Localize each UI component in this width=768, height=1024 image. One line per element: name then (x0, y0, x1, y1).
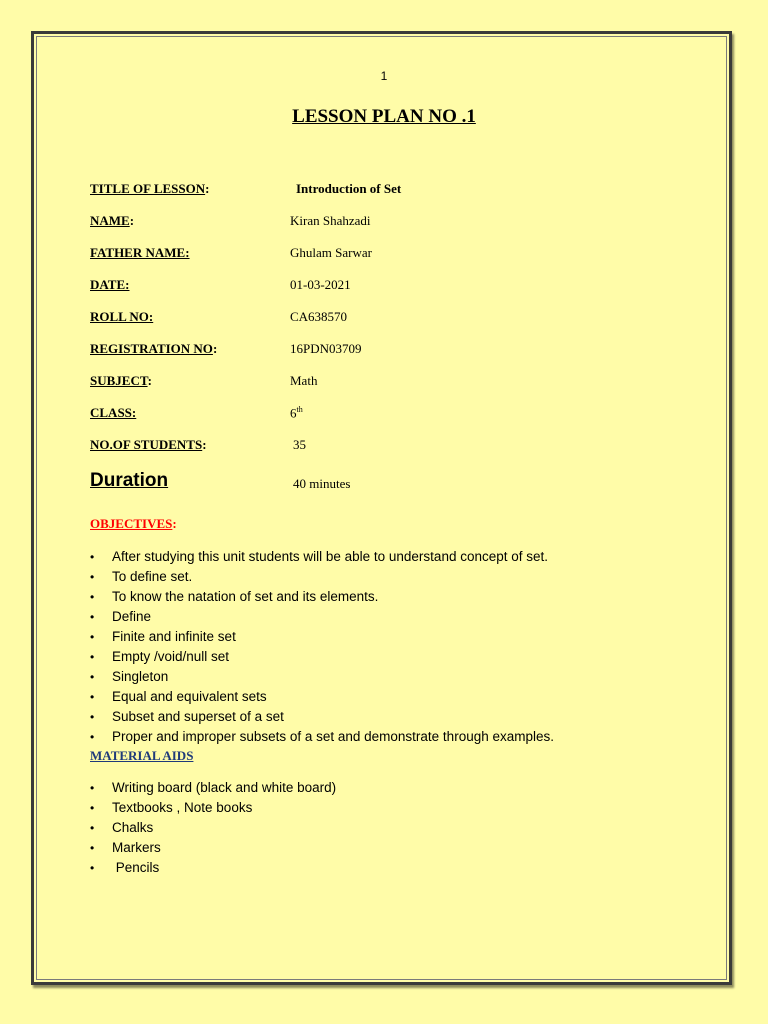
objectives-list (90, 548, 554, 748)
list-item: • Proper and improper subsets of a set and demonstrate through examples. (90, 729, 554, 744)
list-item: • Empty /void/null set (90, 649, 230, 664)
bullet-icon: • (90, 821, 95, 835)
field-value: Ghulam Sarwar (290, 245, 372, 260)
field-name (90, 213, 710, 237)
field-value: 01-03-2021 (290, 277, 351, 292)
duration-label: Duration (90, 470, 169, 491)
list-item: • Writing board (black and white board) (90, 780, 337, 795)
page-number: 1 (380, 69, 388, 83)
list-item: • Markers (90, 840, 161, 855)
list-item: • After studying this unit students will be able to understand concept of set. (90, 549, 549, 564)
field-value: 35 (293, 437, 306, 452)
field-label: REGISTRATION NO: (90, 341, 218, 356)
field-date (90, 277, 710, 301)
list-item: • Subset and superset of a set (90, 709, 284, 724)
bullet-icon: • (90, 841, 95, 855)
material-aids-list (90, 779, 336, 879)
bullet-icon: • (90, 570, 95, 584)
field-father-name (90, 245, 710, 269)
list-item: • Singleton (90, 669, 169, 684)
field-title-of-lesson (90, 181, 710, 205)
list-item: • Equal and equivalent sets (90, 689, 267, 704)
bullet-icon: • (90, 650, 95, 664)
field-class (90, 405, 710, 429)
field-duration (90, 470, 710, 500)
field-value: CA638570 (290, 309, 348, 324)
field-value: Kiran Shahzadi (290, 213, 371, 228)
list-item: • Textbooks , Note books (90, 800, 253, 815)
field-value: Math (290, 373, 318, 388)
list-item: • Define (90, 609, 152, 624)
bullet-icon: • (90, 801, 95, 815)
list-item: • Finite and infinite set (90, 629, 236, 644)
bullet-icon: • (90, 690, 95, 704)
field-roll-no (90, 309, 710, 333)
bullet-icon: • (90, 670, 95, 684)
bullet-icon: • (90, 630, 95, 644)
bullet-icon: • (90, 781, 95, 795)
bullet-icon: • (90, 550, 95, 564)
field-value: 6th (290, 405, 303, 421)
field-label: NO.OF STUDENTS: (90, 437, 207, 452)
field-label: NAME: (90, 213, 135, 228)
objectives-heading: OBJECTIVES: (90, 516, 177, 531)
material-aids-heading: MATERIAL AIDS (90, 748, 194, 763)
bullet-icon: • (90, 861, 95, 875)
bullet-icon: • (90, 590, 95, 604)
field-subject (90, 373, 710, 397)
field-no-of-students (90, 437, 710, 461)
field-label: TITLE OF LESSON: (90, 181, 210, 196)
field-label: CLASS: (90, 405, 137, 420)
field-value: Introduction of Set (296, 181, 402, 196)
bullet-icon: • (90, 710, 95, 724)
field-value: 16PDN03709 (290, 341, 362, 356)
bullet-icon: • (90, 610, 95, 624)
page-title: LESSON PLAN NO .1 (292, 106, 476, 127)
list-item: • To know the natation of set and its elements. (90, 589, 379, 604)
bullet-icon: • (90, 730, 95, 744)
duration-value: 40 minutes (293, 476, 351, 491)
list-item: • To define set. (90, 569, 193, 584)
field-label: DATE: (90, 277, 130, 292)
field-label: ROLL NO: (90, 309, 154, 324)
field-label: SUBJECT: (90, 373, 152, 388)
field-label: FATHER NAME: (90, 245, 190, 260)
list-item: • Pencils (90, 860, 160, 875)
field-registration-no (90, 341, 710, 365)
list-item: • Chalks (90, 820, 154, 835)
